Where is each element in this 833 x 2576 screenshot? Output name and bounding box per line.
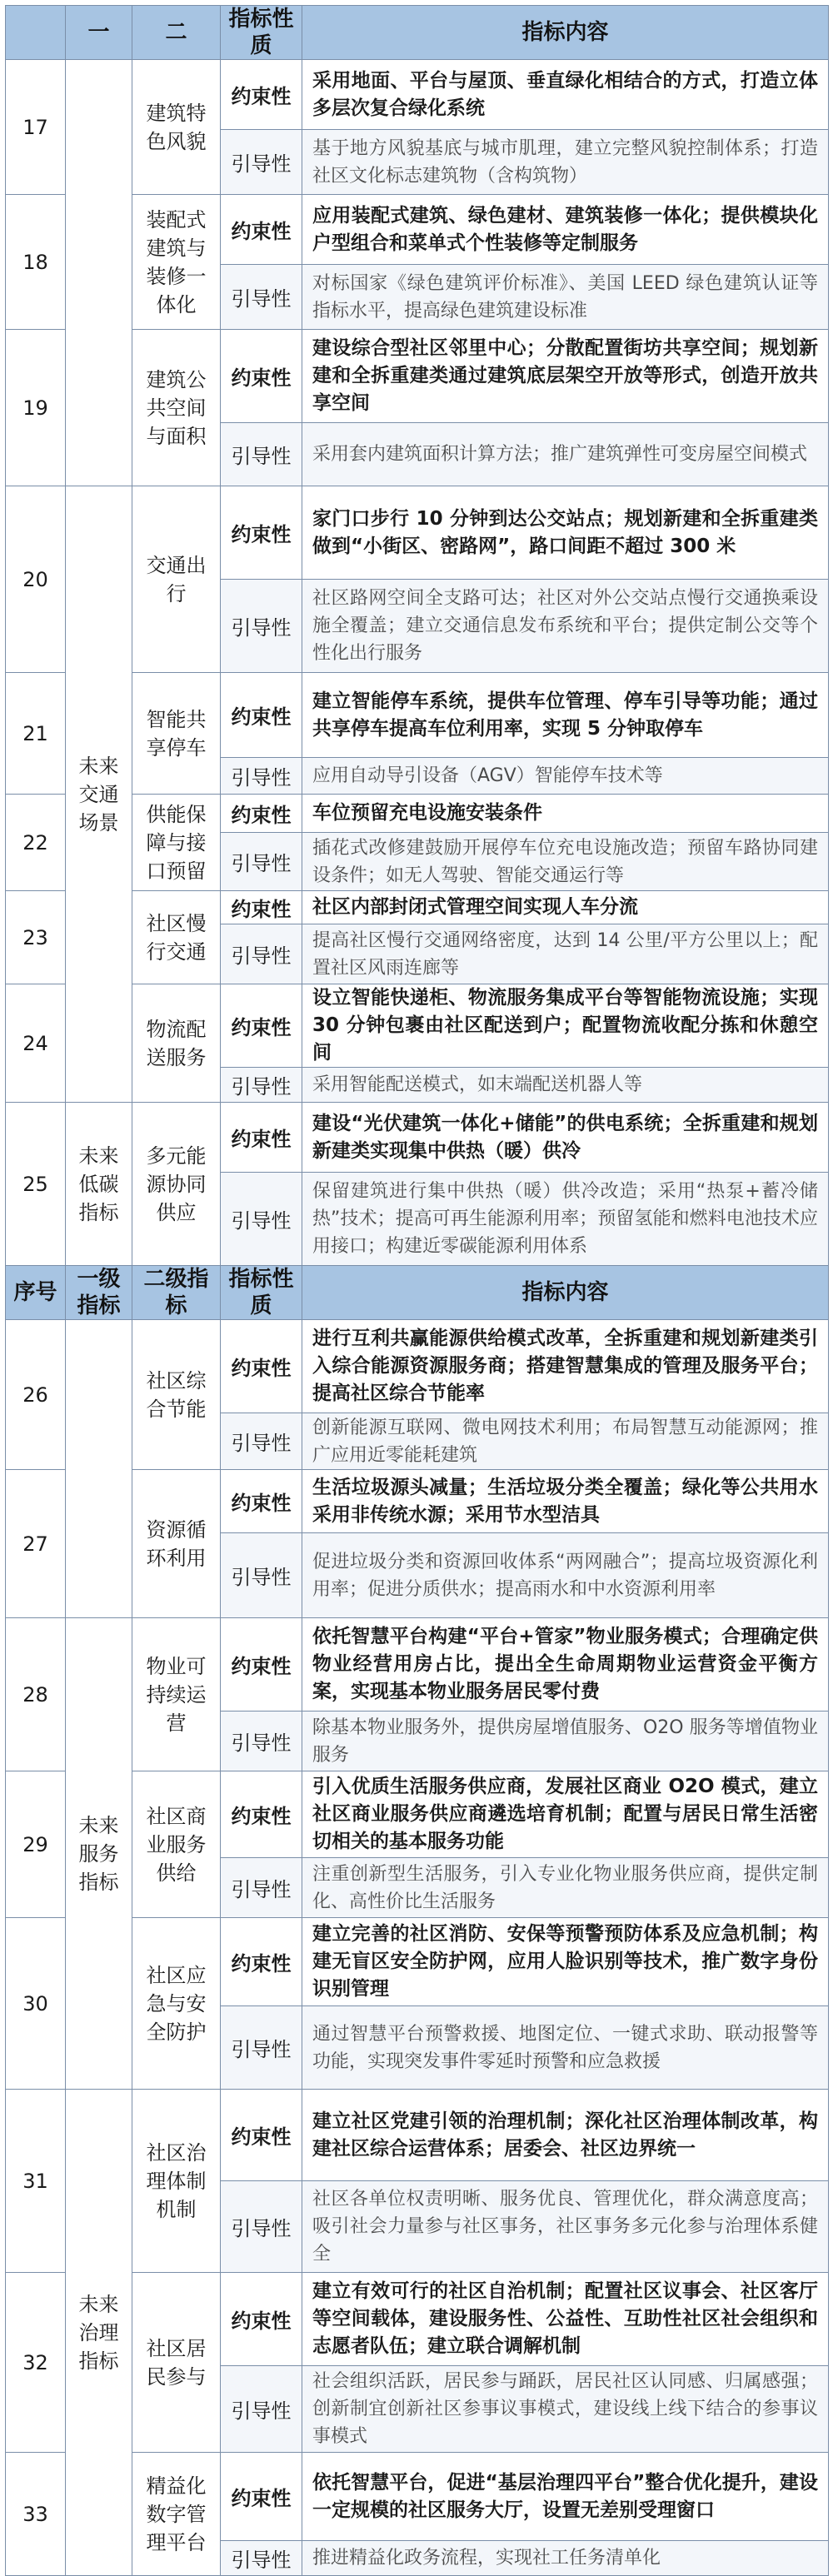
nature-binding: 约束性: [221, 1918, 302, 2006]
level2-indicator: 社区慢行交通: [132, 891, 221, 984]
nature-guiding: 引导性: [221, 758, 302, 795]
table-header-top: [6, 6, 829, 60]
indicator-table-page: [5, 5, 828, 2576]
row-seq: 17: [6, 60, 66, 195]
header-nature: 指标性质: [221, 1266, 302, 1320]
level2-indicator: 建筑特色风貌: [132, 60, 221, 195]
level2-indicator: 精益化数字管理平台: [132, 2453, 221, 2576]
guiding-content: 除基本物业服务外，提供房屋增值服务、O2O 服务等增值物业服务: [302, 1712, 829, 1771]
header-level2-partial: 二: [132, 6, 221, 60]
nature-guiding: 引导性: [221, 1712, 302, 1771]
table-row: [6, 60, 829, 130]
nature-guiding: 引导性: [221, 265, 302, 330]
row-seq: 22: [6, 795, 66, 891]
row-seq: 33: [6, 2453, 66, 2576]
level1-indicator: [66, 60, 132, 486]
nature-binding: 约束性: [221, 891, 302, 924]
binding-content: 车位预留充电设施安装条件: [302, 795, 829, 833]
guiding-content: 通过智慧平台预警救援、地图定位、一键式求助、联动报警等功能，实现突发事件零延时预警和应急救援: [302, 2006, 829, 2090]
nature-guiding: 引导性: [221, 423, 302, 486]
row-seq: 27: [6, 1470, 66, 1618]
level2-indicator: 社区居民参与: [132, 2273, 221, 2453]
nature-binding: 约束性: [221, 1771, 302, 1858]
level1-indicator: 未来交通场景: [66, 486, 132, 1103]
nature-guiding: 引导性: [221, 1858, 302, 1918]
indicator-table: [5, 5, 829, 2576]
row-seq: 30: [6, 1918, 66, 2090]
binding-content: 应用装配式建筑、绿色建材、建筑装修一体化；提供模块化户型组合和菜单式个性装修等定制服务: [302, 195, 829, 265]
header-content: 指标内容: [302, 6, 829, 60]
header-level2: 二级指标: [132, 1266, 221, 1320]
header-seq-partial: [6, 6, 66, 60]
level2-indicator: 社区治理体制机制: [132, 2090, 221, 2273]
guiding-content: 社会组织活跃，居民参与踊跃，居民社区认同感、归属感强；创新制宜创新社区参事议事模式，建设线上线下结合的参事议事模式: [302, 2366, 829, 2453]
guiding-content: 提高社区慢行交通网络密度，达到 14 公里/平方公里以上；配置社区风雨连廊等: [302, 924, 829, 984]
level1-indicator: 未来低碳指标: [66, 1103, 132, 1266]
row-seq: 24: [6, 984, 66, 1103]
level1-indicator: 未来服务指标: [66, 1618, 132, 2090]
guiding-content: 创新能源互联网、微电网技术利用；布局智慧互动能源网；推广应用近零能耗建筑: [302, 1413, 829, 1470]
nature-guiding: 引导性: [221, 2366, 302, 2453]
table-row: [6, 1103, 829, 1173]
nature-guiding: 引导性: [221, 1068, 302, 1103]
nature-guiding: 引导性: [221, 130, 302, 195]
guiding-content: 采用智能配送模式，如末端配送机器人等: [302, 1068, 829, 1103]
guiding-content: 插花式改修建鼓励开展停车位充电设施改造；预留车路协同建设条件；如无人驾驶、智能交通运行等: [302, 833, 829, 891]
level2-indicator: 建筑公共空间与面积: [132, 330, 221, 486]
nature-binding: 约束性: [221, 486, 302, 580]
row-seq: 19: [6, 330, 66, 486]
table-row: [6, 2090, 829, 2181]
nature-guiding: 引导性: [221, 924, 302, 984]
nature-guiding: 引导性: [221, 1413, 302, 1470]
binding-content: 建立有效可行的社区自治机制；配置社区议事会、社区客厅等空间载体，建设服务性、公益性、互助性社区社会组织和志愿者队伍；建立联合调解机制: [302, 2273, 829, 2366]
level2-indicator: 社区综合节能: [132, 1320, 221, 1470]
nature-binding: 约束性: [221, 984, 302, 1068]
nature-guiding: 引导性: [221, 2541, 302, 2576]
level2-indicator: 资源循环利用: [132, 1470, 221, 1618]
nature-guiding: 引导性: [221, 580, 302, 673]
binding-content: 生活垃圾源头减量；生活垃圾分类全覆盖；绿化等公共用水采用非传统水源；采用节水型洁具: [302, 1470, 829, 1533]
binding-content: 建立社区党建引领的治理机制；深化社区治理体制改革，构建社区综合运营体系；居委会、社区边界统一: [302, 2090, 829, 2181]
binding-content: 依托智慧平台构建“平台+管家”物业服务模式；合理确定供物业经营用房占比，提出全生命周期物业运营资金平衡方案，实现基本物业服务居民零付费: [302, 1618, 829, 1712]
guiding-content: 注重创新型生活服务，引入专业化物业服务供应商，提供定制化、高性价比生活服务: [302, 1858, 829, 1918]
level1-indicator: 未来治理指标: [66, 2090, 132, 2576]
binding-content: 依托智慧平台，促进“基层治理四平台”整合优化提升，建设一定规模的社区服务大厅，设置无差别受理窗口: [302, 2453, 829, 2541]
header-content: 指标内容: [302, 1266, 829, 1320]
table-row: [6, 1320, 829, 1413]
row-seq: 21: [6, 673, 66, 795]
guiding-content: 保留建筑进行集中供热（暖）供冷改造；采用“热泵+蓄冷储热”技术；提高可再生能源利用率；预留氢能和燃料电池技术应用接口；构建近零碳能源利用体系: [302, 1173, 829, 1266]
guiding-content: 基于地方风貌基底与城市肌理，建立完整风貌控制体系；打造社区文化标志建筑物（含构筑物）: [302, 130, 829, 195]
level2-indicator: 交通出行: [132, 486, 221, 673]
nature-binding: 约束性: [221, 195, 302, 265]
binding-content: 家门口步行 10 分钟到达公交站点；规划新建和全拆重建类做到“小街区、密路网”，路口间距不超过 300 米: [302, 486, 829, 580]
guiding-content: 采用套内建筑面积计算方法；推广建筑弹性可变房屋空间模式: [302, 423, 829, 486]
binding-content: 进行互利共赢能源供给模式改革，全拆重建和规划新建类引入综合能源资源服务商；搭建智慧集成的管理及服务平台；提高社区综合节能率: [302, 1320, 829, 1413]
nature-guiding: 引导性: [221, 2181, 302, 2273]
header-level1: 一级指标: [66, 1266, 132, 1320]
header-nature: 指标性质: [221, 6, 302, 60]
binding-content: 建立完善的社区消防、安保等预警预防体系及应急机制；构建无盲区安全防护网，应用人脸识别等技术，推广数字身份识别管理: [302, 1918, 829, 2006]
row-seq: 18: [6, 195, 66, 330]
table-row: [6, 486, 829, 580]
table-header-row: [6, 1266, 829, 1320]
nature-binding: 约束性: [221, 1103, 302, 1173]
level2-indicator: 物流配送服务: [132, 984, 221, 1103]
row-seq: 31: [6, 2090, 66, 2273]
header-seq: 序号: [6, 1266, 66, 1320]
level2-indicator: 智能共享停车: [132, 673, 221, 795]
binding-content: 建设“光伏建筑一体化+储能”的供电系统；全拆重建和规划新建类实现集中供热（暖）供冷: [302, 1103, 829, 1173]
guiding-content: 社区各单位权责明晰、服务优良、管理优化，群众满意度高；吸引社会力量参与社区事务，社区事务多元化参与治理体系健全: [302, 2181, 829, 2273]
binding-content: 建设综合型社区邻里中心；分散配置街坊共享空间；规划新建和全拆重建类通过建筑底层架空开放等形式，创造开放共享空间: [302, 330, 829, 423]
level2-indicator: 社区商业服务供给: [132, 1771, 221, 1918]
nature-guiding: 引导性: [221, 2006, 302, 2090]
guiding-content: 应用自动导引设备（AGV）智能停车技术等: [302, 758, 829, 795]
row-seq: 26: [6, 1320, 66, 1470]
row-seq: 20: [6, 486, 66, 673]
level2-indicator: 社区应急与安全防护: [132, 1918, 221, 2090]
table-row: [6, 1618, 829, 1712]
binding-content: 社区内部封闭式管理空间实现人车分流: [302, 891, 829, 924]
nature-binding: 约束性: [221, 60, 302, 130]
level1-indicator: [66, 1320, 132, 1618]
header-level1-partial: 一: [66, 6, 132, 60]
nature-guiding: 引导性: [221, 1533, 302, 1618]
level2-indicator: 装配式建筑与装修一体化: [132, 195, 221, 330]
level2-indicator: 多元能源协同供应: [132, 1103, 221, 1266]
binding-content: 建立智能停车系统，提供车位管理、停车引导等功能；通过共享停车提高车位利用率，实现 5 分钟取停车: [302, 673, 829, 758]
row-seq: 29: [6, 1771, 66, 1918]
nature-binding: 约束性: [221, 2453, 302, 2541]
nature-binding: 约束性: [221, 673, 302, 758]
nature-binding: 约束性: [221, 2090, 302, 2181]
binding-content: 采用地面、平台与屋顶、垂直绿化相结合的方式，打造立体多层次复合绿化系统: [302, 60, 829, 130]
row-seq: 23: [6, 891, 66, 984]
row-seq: 32: [6, 2273, 66, 2453]
nature-binding: 约束性: [221, 1470, 302, 1533]
binding-content: 引入优质生活服务供应商，发展社区商业 O2O 模式，建立社区商业服务供应商遴选培育机制；配置与居民日常生活密切相关的基本服务功能: [302, 1771, 829, 1858]
row-seq: 28: [6, 1618, 66, 1771]
guiding-content: 推进精益化政务流程，实现社工任务清单化: [302, 2541, 829, 2576]
nature-binding: 约束性: [221, 2273, 302, 2366]
nature-binding: 约束性: [221, 330, 302, 423]
guiding-content: 促进垃圾分类和资源回收体系“两网融合”；提高垃圾资源化利用率；促进分质供水；提高雨水和中水资源利用率: [302, 1533, 829, 1618]
level2-indicator: 物业可持续运营: [132, 1618, 221, 1771]
nature-binding: 约束性: [221, 1618, 302, 1712]
nature-guiding: 引导性: [221, 833, 302, 891]
guiding-content: 社区路网空间全支路可达；社区对外公交站点慢行交通换乘设施全覆盖；建立交通信息发布系统和平台；提供定制公交等个性化出行服务: [302, 580, 829, 673]
row-seq: 25: [6, 1103, 66, 1266]
level2-indicator: 供能保障与接口预留: [132, 795, 221, 891]
binding-content: 设立智能快递柜、物流服务集成平台等智能物流设施；实现 30 分钟包裹由社区配送到户；配置物流收配分拣和休憩空间: [302, 984, 829, 1068]
guiding-content: 对标国家《绿色建筑评价标准》、美国 LEED 绿色建筑认证等指标水平，提高绿色建筑建设标准: [302, 265, 829, 330]
nature-guiding: 引导性: [221, 1173, 302, 1266]
nature-binding: 约束性: [221, 795, 302, 833]
nature-binding: 约束性: [221, 1320, 302, 1413]
